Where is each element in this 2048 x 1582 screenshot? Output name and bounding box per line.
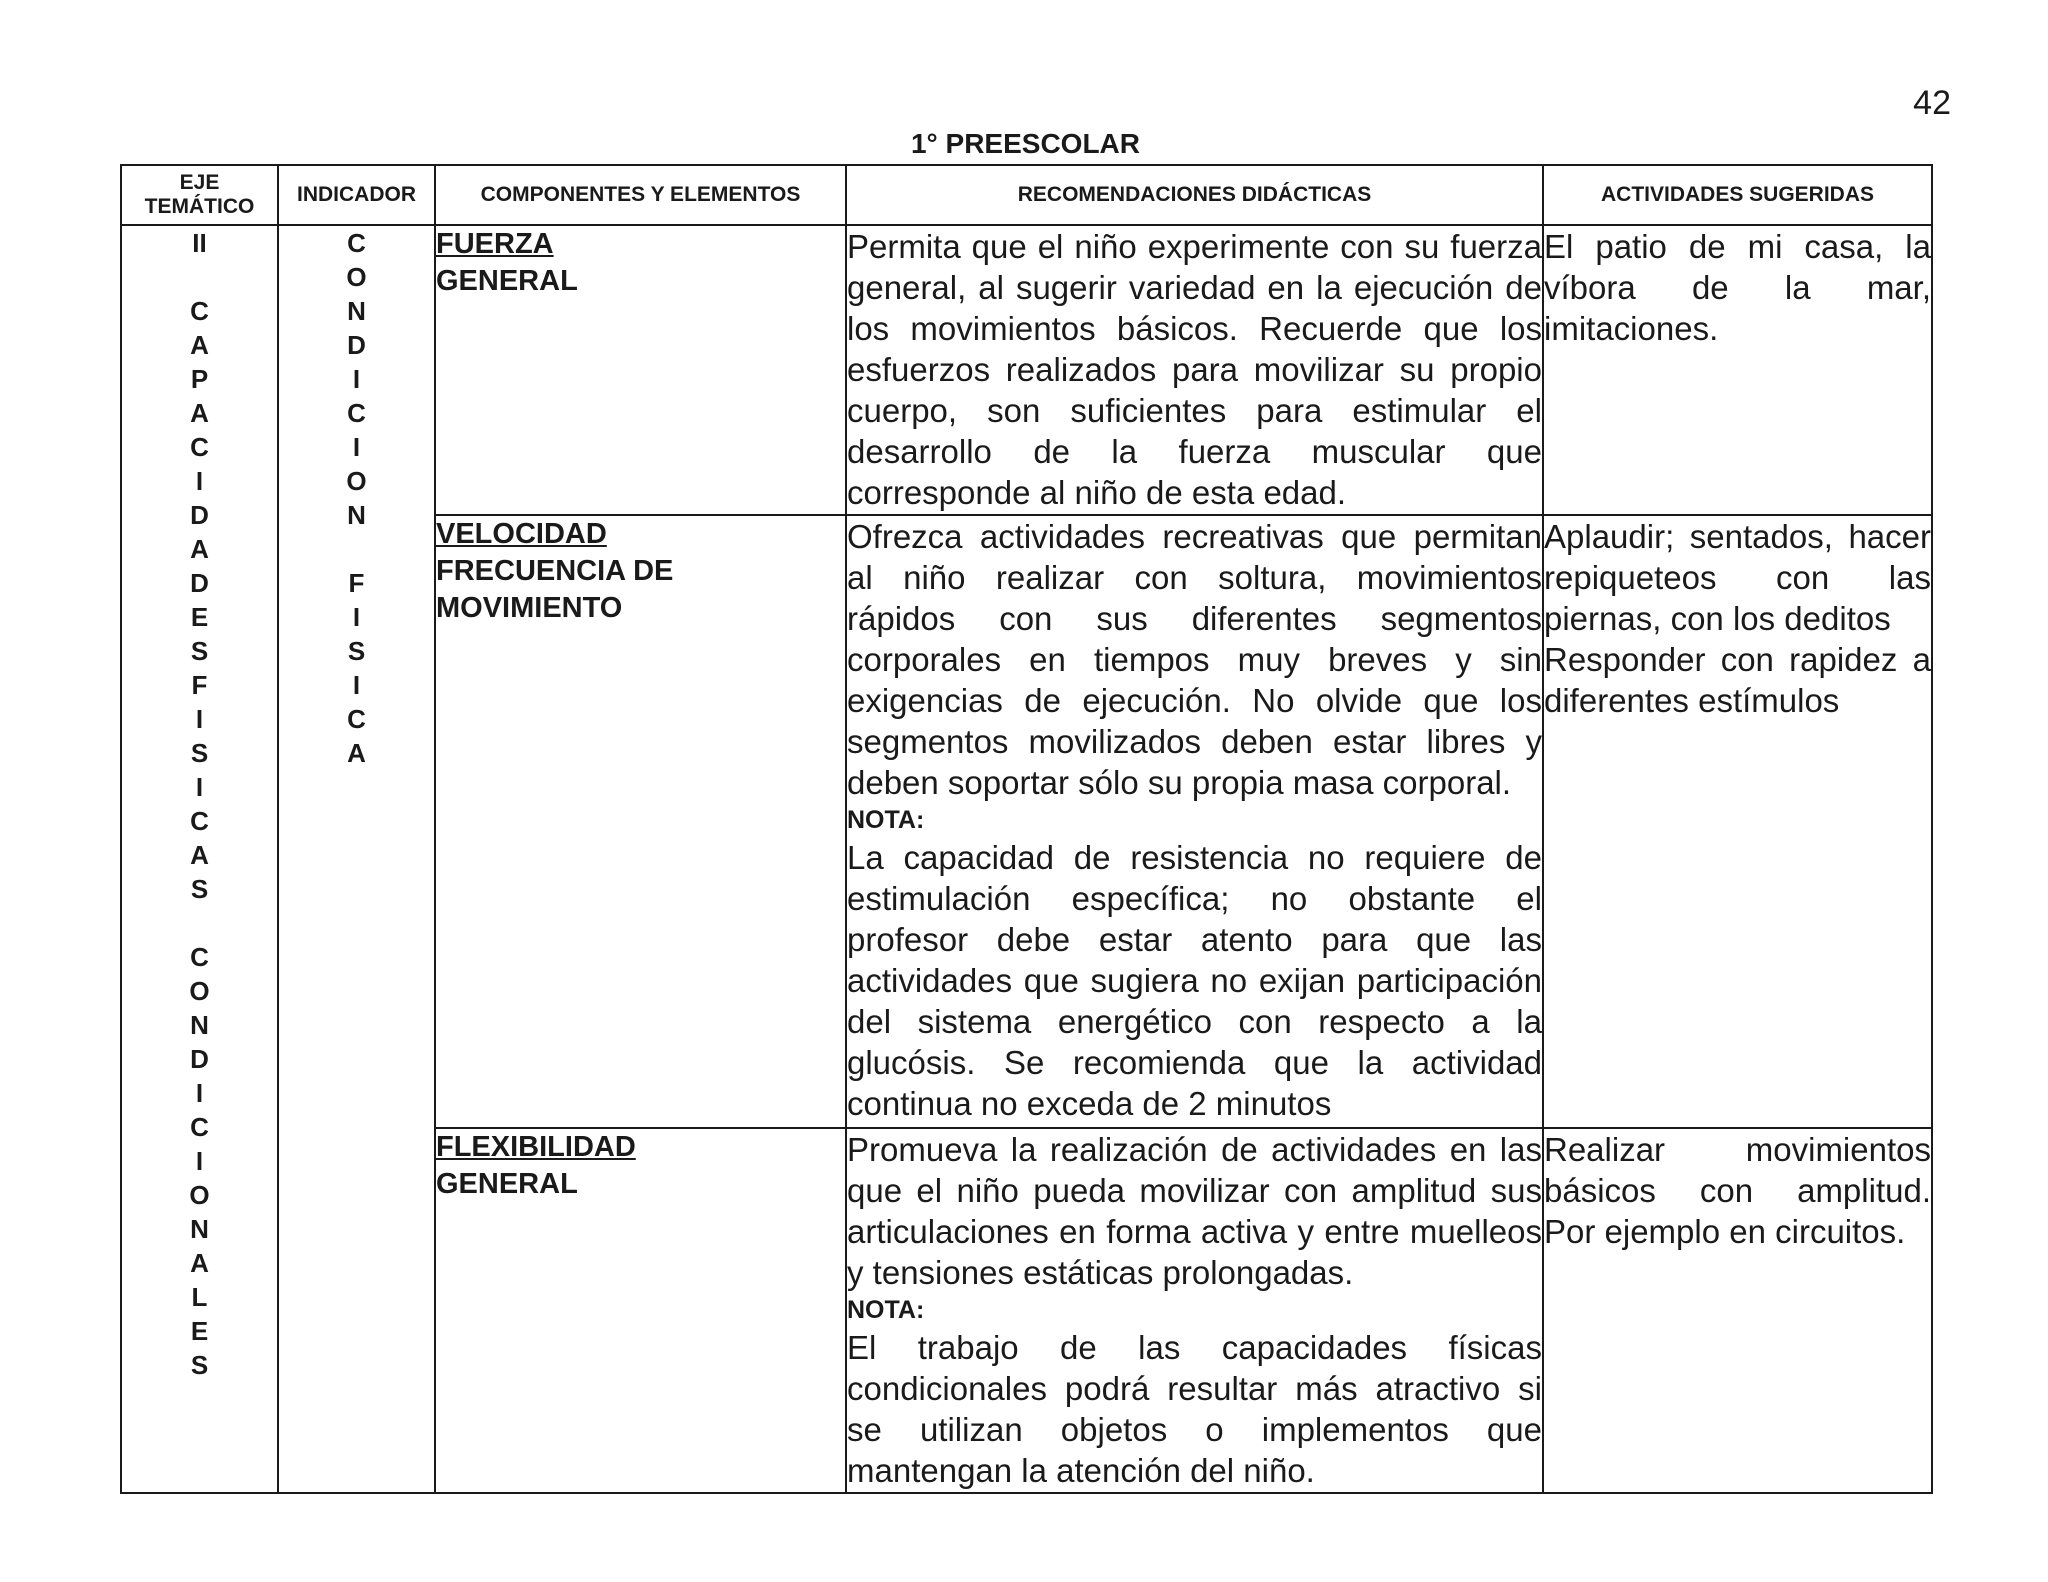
recomendacion-cell	[846, 515, 1543, 1128]
actividad-text-2: Por ejemplo en circuitos.	[1544, 1213, 1906, 1250]
componente-title: VELOCIDAD	[436, 518, 607, 550]
componente-subtitle: GENERAL	[436, 1168, 578, 1200]
componente-cell	[435, 225, 846, 515]
header-recomendaciones: RECOMENDACIONES DIDÁCTICAS	[846, 165, 1543, 225]
recomendacion-cell	[846, 1128, 1543, 1493]
eje-tematico-cell	[121, 225, 278, 1493]
componente-subtitle: FRECUENCIA DE MOVIMIENTO	[436, 555, 674, 624]
header-indicador: INDICADOR	[278, 165, 435, 225]
table-row	[121, 225, 1932, 515]
page-title: 1° PREESCOLAR	[910, 128, 1141, 159]
actividad-text: Realizar movimientos básicos con amplitud.	[1544, 1131, 1931, 1209]
recomendacion-text: Permita que el niño experimente con su fuerza general, al sugerir variedad en la ejecución de los movimientos básicos. Recuerde que los esfuerzos realizados para movilizar su propio cuerpo, son suficientes para estimular el desarrollo de la fuerza muscular que corresponde al niño de esta edad.	[847, 228, 1542, 511]
eje-tematico-text: II C A P A C I D A D E S F I S I C A S C O N D I C I O N A L E S	[189, 228, 210, 1380]
indicador-cell	[278, 225, 435, 1493]
componente-cell	[435, 515, 846, 1128]
nota-label: NOTA:	[847, 1296, 925, 1324]
componente-cell	[435, 1128, 846, 1493]
actividad-cell	[1543, 225, 1932, 515]
actividad-cell	[1543, 1128, 1932, 1493]
header-eje-tematico: EJE TEMÁTICO	[121, 165, 278, 225]
header-actividades: ACTIVIDADES SUGERIDAS	[1543, 165, 1932, 225]
componente-title: FUERZA	[436, 228, 554, 260]
actividad-cell	[1543, 515, 1932, 1128]
indicador-text: C O N D I C I O N F I S I C A	[346, 228, 367, 768]
table-header-row	[121, 165, 1932, 225]
componente-title: FLEXIBILIDAD	[436, 1131, 636, 1163]
actividad-text: El patio de mi casa, la víbora de la mar, imitaciones.	[1544, 228, 1931, 347]
recomendacion-text: Promueva la realización de actividades en las que el niño pueda movilizar con amplitud sus articulaciones en forma activa y entre muelleos y tensiones estáticas prolongadas.	[847, 1131, 1542, 1291]
componente-subtitle: GENERAL	[436, 265, 578, 297]
recomendacion-text: Ofrezca actividades recreativas que permitan al niño realizar con soltura, movimientos rápidos con sus diferentes segmentos corporales en tiempos muy breves y sin exigencias de ejecución. No olvide que los segmentos movilizados deben estar libres y deben soportar sólo su propia masa corporal.	[847, 518, 1542, 801]
actividad-text: Aplaudir; sentados, hacer repiqueteos con las piernas, con los deditos	[1544, 518, 1931, 637]
nota-text: El trabajo de las capacidades físicas condicionales podrá resultar más atractivo si se utilizan objetos o implementos que mantengan la atención del niño.	[847, 1329, 1542, 1489]
recomendacion-cell	[846, 225, 1543, 515]
page-number: 42	[1913, 84, 1951, 122]
actividad-text-2: Responder con rapidez a diferentes estímulos	[1544, 641, 1931, 719]
nota-label: NOTA:	[847, 806, 925, 834]
curriculum-table	[120, 164, 1933, 1494]
header-componentes: COMPONENTES Y ELEMENTOS	[435, 165, 846, 225]
nota-text: La capacidad de resistencia no requiere de estimulación específica; no obstante el profesor debe estar atento para que las actividades que sugiera no exijan participación del sistema energético con respecto a la glucósis. Se recomienda que la actividad continua no exceda de 2 minutos	[847, 839, 1542, 1122]
